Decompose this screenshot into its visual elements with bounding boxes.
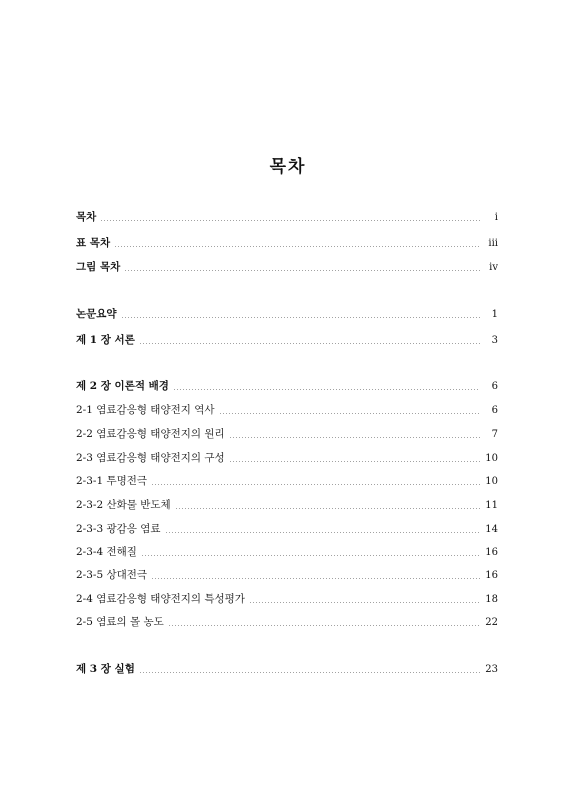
toc-entry-page-number: 22 <box>485 617 498 628</box>
toc-entry[interactable] <box>76 305 498 323</box>
toc-entry-page-number: 10 <box>485 453 498 464</box>
toc-entry-label: 2-3-5 상대전극 <box>76 569 148 581</box>
dot-leader <box>151 578 480 579</box>
toc-title: 목차 <box>269 157 307 177</box>
toc-entry-label: 2-3 염료감응형 태양전지의 구성 <box>76 452 225 464</box>
dot-leader <box>121 317 480 318</box>
toc-entry-label: 2-2 염료감응형 태양전지의 원리 <box>76 428 225 440</box>
toc-entry-page-number: i <box>494 212 498 223</box>
toc-entry-page-number: 3 <box>491 335 498 346</box>
toc-entry[interactable] <box>76 520 498 538</box>
dot-leader <box>249 602 480 603</box>
toc-entry-page-number: 23 <box>485 664 498 675</box>
toc-entry-label: 표 목차 <box>76 237 111 249</box>
toc-entry-label: 그림 목차 <box>76 261 121 273</box>
toc-entry-page-number: 11 <box>485 500 498 511</box>
dot-leader <box>139 343 480 344</box>
toc-entry-label: 2-5 염료의 몰 농도 <box>76 616 164 628</box>
toc-entry[interactable] <box>76 543 498 561</box>
dot-leader <box>141 555 480 556</box>
toc-entry-label: 목차 <box>76 211 97 223</box>
toc-entry-label: 제 1 장 서론 <box>76 334 135 346</box>
dot-leader <box>114 246 480 247</box>
toc-entry-page-number: 7 <box>491 429 498 440</box>
toc-entry[interactable] <box>76 234 498 252</box>
toc-entry-page-number: 14 <box>485 524 498 535</box>
toc-entry-label: 논문요약 <box>76 308 117 320</box>
toc-entry[interactable] <box>76 208 498 226</box>
toc-entry[interactable] <box>76 590 498 608</box>
toc-entry-label: 제 3 장 실험 <box>76 663 135 675</box>
dot-leader <box>173 389 480 390</box>
dot-leader <box>168 625 480 626</box>
toc-entry-page-number: 6 <box>491 381 498 392</box>
toc-entry-label: 2-3-3 광감응 염료 <box>76 523 161 535</box>
dot-leader <box>124 270 480 271</box>
toc-entry[interactable] <box>76 331 498 349</box>
dot-leader <box>100 220 480 221</box>
toc-entry-label: 2-3-1 투명전극 <box>76 475 148 487</box>
dot-leader <box>151 484 480 485</box>
toc-entry[interactable] <box>76 613 498 631</box>
toc-entry[interactable] <box>76 377 498 395</box>
dot-leader <box>139 672 480 673</box>
toc-entry-page-number: 16 <box>485 570 498 581</box>
toc-entry-label: 2-3-4 전해질 <box>76 546 137 558</box>
toc-entry[interactable] <box>76 401 498 419</box>
dot-leader <box>229 461 480 462</box>
toc-entry[interactable] <box>76 425 498 443</box>
dot-leader <box>229 437 480 438</box>
dot-leader <box>175 508 480 509</box>
toc-entry-label: 2-3-2 산화물 반도체 <box>76 499 171 511</box>
toc-entry-page-number: iv <box>489 262 498 273</box>
toc-entry[interactable] <box>76 496 498 514</box>
toc-entry[interactable] <box>76 258 498 276</box>
toc-entry[interactable] <box>76 660 498 678</box>
dot-leader <box>165 532 480 533</box>
toc-entry-page-number: 18 <box>485 594 498 605</box>
toc-entry-page-number: 16 <box>485 547 498 558</box>
toc-entry-page-number: 6 <box>491 405 498 416</box>
toc-entry-label: 제 2 장 이론적 배경 <box>76 380 169 392</box>
toc-entry[interactable] <box>76 449 498 467</box>
toc-entry-page-number: 1 <box>491 309 498 320</box>
dot-leader <box>219 413 481 414</box>
toc-entry-page-number: 10 <box>485 476 498 487</box>
toc-entry-label: 2-4 염료감응형 태양전지의 특성평가 <box>76 593 245 605</box>
toc-entry-label: 2-1 염료감응형 태양전지 역사 <box>76 404 215 416</box>
toc-entry[interactable] <box>76 566 498 584</box>
toc-entry-page-number: iii <box>488 238 498 249</box>
toc-entry[interactable] <box>76 472 498 490</box>
